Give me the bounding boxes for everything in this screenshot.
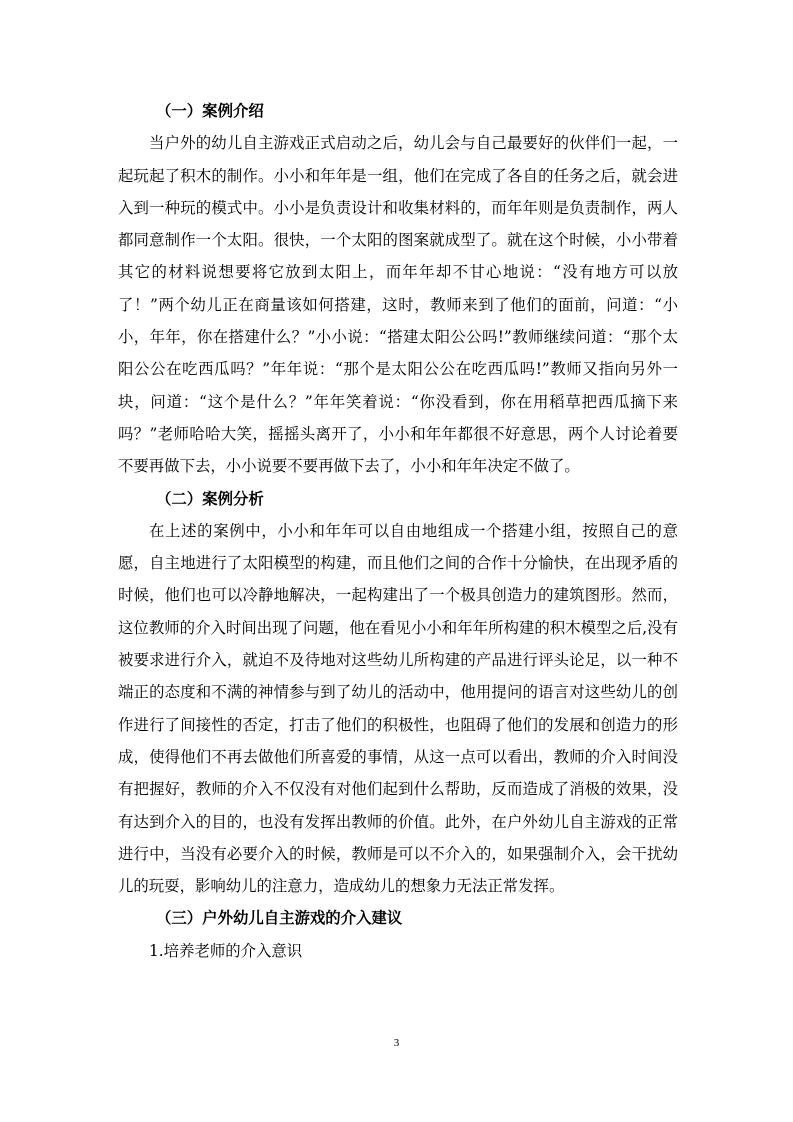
section-heading-case-introduction: （一）案例介绍 bbox=[156, 102, 264, 120]
case-introduction-paragraph: 当户外的幼儿自主游戏正式启动之后，幼儿会与自己最要好的伙伴们一起，一起玩起了积木的制作。小小和年年是一组，他们在完成了各自的任务之后，就会进入到一种玩的模式中。小小是负责设计和收集材料的，而年年则是负责制作，两人都同意制作一个太阳。很快，一个太阳的图案就成型了。就在这个时候，小小带着其它的材料说想要将它放到太阳上，而年年却不甘心地说：“没有地方可以放了！”两个幼儿正在商量该如何搭建，这时，教师来到了他们的面前，问道：“小小，年年，你在搭建什么？”小小说：“搭建太阳公公吗!”教师继续问道：“那个太阳公公在吃西瓜吗？”年年说：“那个是太阳公公在吃西瓜吗!”教师又指向另外一块，问道：“这个是什么？”年年笑着说：“你没看到，你在用稻草把西瓜摘下来吗？”老师哈哈大笑，摇摇头离开了，小小和年年都很不好意思，两个人讨论着要不要再做下去，小小说要不要再做下去了，小小和年年决定不做了。 bbox=[118, 134, 678, 476]
document-body bbox=[118, 95, 678, 967]
case-analysis-paragraph: 在上述的案例中，小小和年年可以自由地组成一个搭建小组，按照自己的意愿，自主地进行了太阳模型的构建，而且他们之间的合作十分愉快，在出现矛盾的时候，他们也可以冷静地解决，一起构建出了一个极具创造力的建筑图形。然而，这位教师的介入时间出现了问题，他在看见小小和年年所构建的积木模型之后,没有被要求进行介入，就迫不及待地对这些幼儿所构建的产品进行评头论足，以一种不端正的态度和不满的神情参与到了幼儿的活动中，他用提问的语言对这些幼儿的创作进行了间接性的否定，打击了他们的积极性，也阻碍了他们的发展和创造力的形成，使得他们不再去做他们所喜爱的事情，从这一点可以看出，教师的介入时间没有把握好，教师的介入不仅没有对他们起到什么帮助，反而造成了消极的效果，没有达到介入的目的，也没有发挥出教师的价值。此外，在户外幼儿自主游戏的正常进行中，当没有必要介入的时候，教师是可以不介入的，如果强制介入，会干扰幼儿的玩耍，影响幼儿的注意力，造成幼儿的想象力无法正常发挥。 bbox=[118, 521, 678, 896]
page-number: 3 bbox=[393, 1037, 400, 1049]
section-heading-intervention-suggestions: （三）户外幼儿自主游戏的介入建议 bbox=[156, 909, 403, 928]
section-heading-case-analysis: （二）案例分析 bbox=[156, 489, 264, 508]
suggestion-list-item-1: 1.培养老师的介入意识 bbox=[149, 941, 303, 960]
